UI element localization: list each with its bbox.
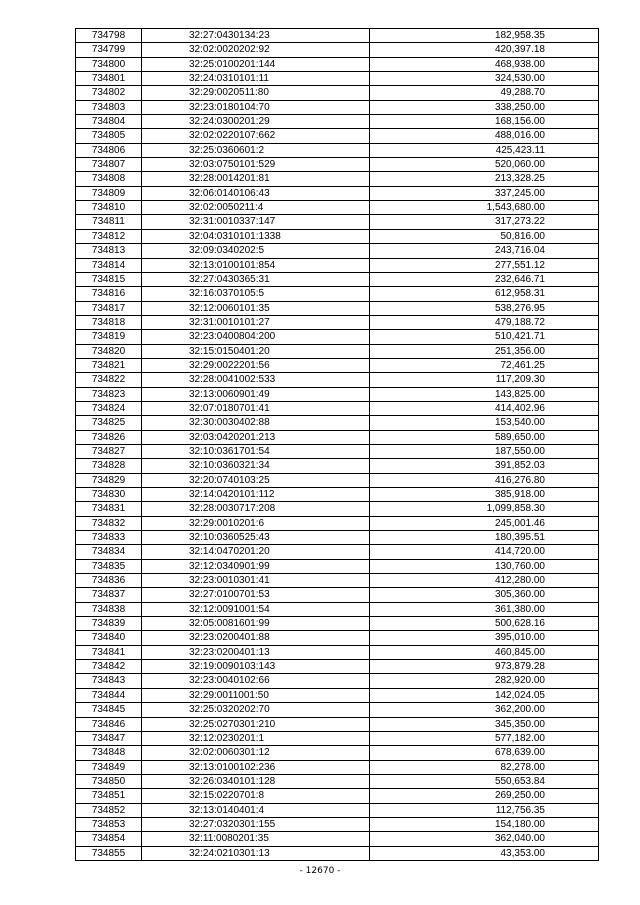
row-id-cell: 734855 [76,846,142,860]
cadastral-number-cell: 32:28:0014201:81 [142,172,370,186]
table-row [76,502,599,516]
amount-cell: 488,016.00 [370,129,599,143]
row-id-cell: 734806 [76,143,142,157]
row-id-cell: 734835 [76,559,142,573]
table-row [76,129,599,143]
row-id-cell: 734805 [76,129,142,143]
row-id-cell: 734837 [76,588,142,602]
row-id-cell: 734823 [76,387,142,401]
table-row [76,846,599,860]
amount-cell: 213,328.25 [370,172,599,186]
table-row [76,72,599,86]
cadastral-number-cell: 32:09:0340202:5 [142,244,370,258]
cadastral-number-cell: 32:20:0740103:25 [142,473,370,487]
table-row [76,674,599,688]
row-id-cell: 734849 [76,760,142,774]
table-row [76,789,599,803]
row-id-cell: 734803 [76,100,142,114]
cadastral-number-cell: 32:29:0010201:6 [142,516,370,530]
table-row [76,215,599,229]
table-row [76,488,599,502]
cadastral-number-cell: 32:15:0150401:20 [142,344,370,358]
table-row [76,760,599,774]
row-id-cell: 734825 [76,416,142,430]
cadastral-number-cell: 32:29:0022201:56 [142,358,370,372]
cadastral-number-cell: 32:03:0420201:213 [142,430,370,444]
table-row [76,631,599,645]
table-row [76,143,599,157]
data-table-body [76,29,599,861]
amount-cell: 82,278.00 [370,760,599,774]
row-id-cell: 734799 [76,43,142,57]
amount-cell: 550,653.84 [370,774,599,788]
cadastral-number-cell: 32:23:0200401:13 [142,645,370,659]
table-row [76,531,599,545]
amount-cell: 154,180.00 [370,817,599,831]
amount-cell: 117,209.30 [370,373,599,387]
table-row [76,588,599,602]
table-row [76,258,599,272]
row-id-cell: 734819 [76,330,142,344]
row-id-cell: 734829 [76,473,142,487]
table-row [76,315,599,329]
amount-cell: 50,816.00 [370,229,599,243]
cadastral-number-cell: 32:12:0091001:54 [142,602,370,616]
amount-cell: 414,720.00 [370,545,599,559]
cadastral-number-cell: 32:25:0320202:70 [142,703,370,717]
data-table [75,28,599,861]
cadastral-number-cell: 32:14:0470201:20 [142,545,370,559]
cadastral-number-cell: 32:12:0340901:99 [142,559,370,573]
row-id-cell: 734798 [76,29,142,43]
cadastral-number-cell: 32:28:0041002:533 [142,373,370,387]
amount-cell: 345,350.00 [370,717,599,731]
amount-cell: 277,551.12 [370,258,599,272]
row-id-cell: 734810 [76,201,142,215]
amount-cell: 338,250.00 [370,100,599,114]
amount-cell: 385,918.00 [370,488,599,502]
table-row [76,172,599,186]
table-row [76,344,599,358]
row-id-cell: 734854 [76,832,142,846]
cadastral-number-cell: 32:10:0361701:54 [142,444,370,458]
row-id-cell: 734852 [76,803,142,817]
amount-cell: 391,852.03 [370,459,599,473]
cadastral-number-cell: 32:25:0100201:144 [142,57,370,71]
row-id-cell: 734826 [76,430,142,444]
cadastral-number-cell: 32:29:0011001:50 [142,688,370,702]
row-id-cell: 734802 [76,86,142,100]
row-id-cell: 734844 [76,688,142,702]
table-row [76,559,599,573]
cadastral-number-cell: 32:19:0090103:143 [142,660,370,674]
table-row [76,287,599,301]
amount-cell: 362,040.00 [370,832,599,846]
cadastral-number-cell: 32:29:0020511:80 [142,86,370,100]
amount-cell: 251,356.00 [370,344,599,358]
row-id-cell: 734811 [76,215,142,229]
amount-cell: 577,182.00 [370,731,599,745]
cadastral-number-cell: 32:23:0200401:88 [142,631,370,645]
row-id-cell: 734808 [76,172,142,186]
row-id-cell: 734828 [76,459,142,473]
table-row [76,774,599,788]
table-row [76,57,599,71]
amount-cell: 72,461.25 [370,358,599,372]
row-id-cell: 734824 [76,401,142,415]
row-id-cell: 734812 [76,229,142,243]
cadastral-number-cell: 32:24:0300201:29 [142,115,370,129]
amount-cell: 337,245.00 [370,186,599,200]
amount-cell: 142,024.05 [370,688,599,702]
amount-cell: 282,920.00 [370,674,599,688]
cadastral-number-cell: 32:04:0310101:1338 [142,229,370,243]
table-row [76,272,599,286]
row-id-cell: 734817 [76,301,142,315]
row-id-cell: 734848 [76,746,142,760]
table-row [76,803,599,817]
table-row [76,100,599,114]
table-row [76,201,599,215]
cadastral-number-cell: 32:26:0340101:128 [142,774,370,788]
table-row [76,574,599,588]
row-id-cell: 734831 [76,502,142,516]
amount-cell: 361,380.00 [370,602,599,616]
table-row [76,660,599,674]
amount-cell: 612,958.31 [370,287,599,301]
table-row [76,387,599,401]
amount-cell: 362,200.00 [370,703,599,717]
amount-cell: 416,276.80 [370,473,599,487]
table-row [76,229,599,243]
amount-cell: 460,845.00 [370,645,599,659]
table-row [76,473,599,487]
row-id-cell: 734845 [76,703,142,717]
cadastral-number-cell: 32:05:0081601:99 [142,617,370,631]
row-id-cell: 734814 [76,258,142,272]
amount-cell: 143,825.00 [370,387,599,401]
table-row [76,817,599,831]
row-id-cell: 734807 [76,158,142,172]
cadastral-number-cell: 32:11:0080201:35 [142,832,370,846]
table-row [76,373,599,387]
row-id-cell: 734815 [76,272,142,286]
amount-cell: 324,530.00 [370,72,599,86]
amount-cell: 425,423.11 [370,143,599,157]
row-id-cell: 734843 [76,674,142,688]
row-id-cell: 734816 [76,287,142,301]
amount-cell: 500,628.16 [370,617,599,631]
table-row [76,746,599,760]
cadastral-number-cell: 32:13:0140401:4 [142,803,370,817]
cadastral-number-cell: 32:27:0320301:155 [142,817,370,831]
amount-cell: 973,879.28 [370,660,599,674]
table-row [76,244,599,258]
cadastral-number-cell: 32:24:0310101:11 [142,72,370,86]
table-row [76,545,599,559]
amount-cell: 479,188.72 [370,315,599,329]
amount-cell: 153,540.00 [370,416,599,430]
row-id-cell: 734809 [76,186,142,200]
amount-cell: 243,716.04 [370,244,599,258]
row-id-cell: 734813 [76,244,142,258]
cadastral-number-cell: 32:13:0060901:49 [142,387,370,401]
row-id-cell: 734830 [76,488,142,502]
amount-cell: 678,639.00 [370,746,599,760]
cadastral-number-cell: 32:25:0360601:2 [142,143,370,157]
cadastral-number-cell: 32:30:0030402:88 [142,416,370,430]
cadastral-number-cell: 32:23:0040102:66 [142,674,370,688]
cadastral-number-cell: 32:10:0360525:43 [142,531,370,545]
table-row [76,86,599,100]
row-id-cell: 734820 [76,344,142,358]
table-row [76,43,599,57]
cadastral-number-cell: 32:02:0220107:662 [142,129,370,143]
row-id-cell: 734853 [76,817,142,831]
amount-cell: 168,156.00 [370,115,599,129]
cadastral-number-cell: 32:02:0020202:92 [142,43,370,57]
row-id-cell: 734832 [76,516,142,530]
amount-cell: 182,958.35 [370,29,599,43]
cadastral-number-cell: 32:16:0370105:5 [142,287,370,301]
cadastral-number-cell: 32:06:0140106:43 [142,186,370,200]
amount-cell: 269,250.00 [370,789,599,803]
amount-cell: 468,938.00 [370,57,599,71]
cadastral-number-cell: 32:27:0100701:53 [142,588,370,602]
cadastral-number-cell: 32:31:0010101:27 [142,315,370,329]
row-id-cell: 734847 [76,731,142,745]
table-row [76,430,599,444]
amount-cell: 130,760.00 [370,559,599,573]
cadastral-number-cell: 32:28:0030717:208 [142,502,370,516]
table-row [76,186,599,200]
cadastral-number-cell: 32:12:0230201:1 [142,731,370,745]
row-id-cell: 734841 [76,645,142,659]
amount-cell: 180,395.51 [370,531,599,545]
amount-cell: 589,650.00 [370,430,599,444]
row-id-cell: 734804 [76,115,142,129]
row-id-cell: 734838 [76,602,142,616]
amount-cell: 187,550.00 [370,444,599,458]
row-id-cell: 734818 [76,315,142,329]
table-row [76,444,599,458]
table-row [76,29,599,43]
cadastral-number-cell: 32:13:0100102:236 [142,760,370,774]
row-id-cell: 734800 [76,57,142,71]
amount-cell: 49,288.70 [370,86,599,100]
table-row [76,703,599,717]
amount-cell: 43,353.00 [370,846,599,860]
cadastral-number-cell: 32:27:0430134:23 [142,29,370,43]
table-row [76,401,599,415]
table-row [76,416,599,430]
row-id-cell: 734834 [76,545,142,559]
table-row [76,301,599,315]
table-row [76,832,599,846]
amount-cell: 538,276.95 [370,301,599,315]
row-id-cell: 734827 [76,444,142,458]
row-id-cell: 734822 [76,373,142,387]
row-id-cell: 734842 [76,660,142,674]
row-id-cell: 734850 [76,774,142,788]
row-id-cell: 734839 [76,617,142,631]
row-id-cell: 734821 [76,358,142,372]
table-row [76,731,599,745]
cadastral-number-cell: 32:07:0180701:41 [142,401,370,415]
amount-cell: 420,397.18 [370,43,599,57]
cadastral-number-cell: 32:15:0220701:8 [142,789,370,803]
table-row [76,645,599,659]
table-row [76,115,599,129]
cadastral-number-cell: 32:13:0100101:854 [142,258,370,272]
cadastral-number-cell: 32:25:0270301:210 [142,717,370,731]
cadastral-number-cell: 32:23:0180104:70 [142,100,370,114]
cadastral-number-cell: 32:10:0360321:34 [142,459,370,473]
amount-cell: 232,646.71 [370,272,599,286]
amount-cell: 245,001.46 [370,516,599,530]
cadastral-number-cell: 32:03:0750101:529 [142,158,370,172]
table-row [76,459,599,473]
amount-cell: 1,543,680.00 [370,201,599,215]
table-row [76,358,599,372]
table-row [76,158,599,172]
row-id-cell: 734840 [76,631,142,645]
row-id-cell: 734836 [76,574,142,588]
cadastral-number-cell: 32:14:0420101:112 [142,488,370,502]
amount-cell: 1,099,858.30 [370,502,599,516]
table-row [76,688,599,702]
table-row [76,617,599,631]
cadastral-number-cell: 32:23:0010301:41 [142,574,370,588]
table-row [76,516,599,530]
cadastral-number-cell: 32:24:0210301:13 [142,846,370,860]
cadastral-number-cell: 32:27:0430365:31 [142,272,370,286]
cadastral-number-cell: 32:12:0060101:35 [142,301,370,315]
amount-cell: 112,756.35 [370,803,599,817]
amount-cell: 412,280.00 [370,574,599,588]
row-id-cell: 734833 [76,531,142,545]
row-id-cell: 734846 [76,717,142,731]
amount-cell: 395,010.00 [370,631,599,645]
amount-cell: 520,060.00 [370,158,599,172]
table-row [76,330,599,344]
cadastral-number-cell: 32:23:0400804:200 [142,330,370,344]
amount-cell: 317,273.22 [370,215,599,229]
amount-cell: 414,402.96 [370,401,599,415]
amount-cell: 510,421.71 [370,330,599,344]
cadastral-number-cell: 32:31:0010337:147 [142,215,370,229]
row-id-cell: 734851 [76,789,142,803]
cadastral-number-cell: 32:02:0060301:12 [142,746,370,760]
page-number: - 12670 - [299,866,341,876]
table-row [76,717,599,731]
cadastral-number-cell: 32:02:0050211:4 [142,201,370,215]
row-id-cell: 734801 [76,72,142,86]
table-row [76,602,599,616]
amount-cell: 305,360.00 [370,588,599,602]
